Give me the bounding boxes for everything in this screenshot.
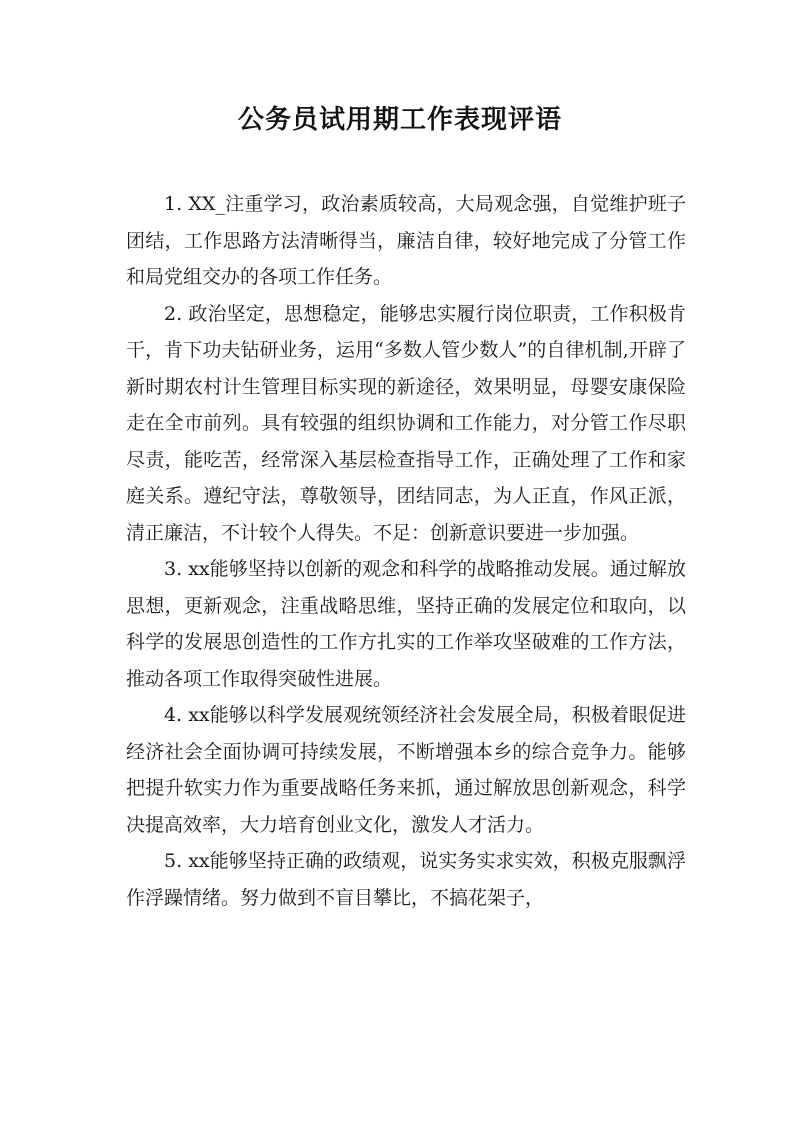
document-title: 公务员试用期工作表现评语 [237,105,562,135]
paragraph-2: 2. 政治坚定，思想稳定，能够忠实履行岗位职责，工作积极肯干，肯下功夫钻研业务，运用“多数人管少数人”的自律机制,开辟了新时期农村计生管理目标实现的新途径，效果明显，母婴安康保险走在全市前列。具有较强的组织协调和工作能力，对分管工作尽职尽责，能吃苦，经常深入基层检查指导工作，正确处理了工作和家庭关系。遵纪守法，尊敬领导，团结同志，为人正直，作风正派，清正廉洁，不计较个人得失。不足：创新意识要进一步加强。 [126,302,686,544]
paragraph-4: 4. xx能够以科学发展观统领经济社会发展全局，积极着眼促进经济社会全面协调可持续发展，不断增强本乡的综合竞争力。能够把提升软实力作为重要战略任务来抓，通过解放思创新观念，科学决提高效率，大力培育创业文化，激发人才活力。 [126,704,686,836]
document-body [126,186,686,916]
paragraph-1: 1. XX_注重学习，政治素质较高，大局观念强，自觉维护班子团结，工作思路方法清晰得当，廉洁自律，较好地完成了分管工作和局党组交办的各项工作任务。 [126,193,686,288]
paragraph-3: 3. xx能够坚持以创新的观念和科学的战略推动发展。通过解放思想，更新观念，注重战略思维，坚持正确的发展定位和取向，以科学的发展思创造性的工作方扎实的工作举攻坚破难的工作方法，推动各项工作取得突破性进展。 [126,558,686,690]
paragraph-5: 5. xx能够坚持正确的政绩观，说实务实求实效，积极克服飘浮作浮躁情绪。努力做到不盲目攀比，不搞花架子， [126,850,686,909]
